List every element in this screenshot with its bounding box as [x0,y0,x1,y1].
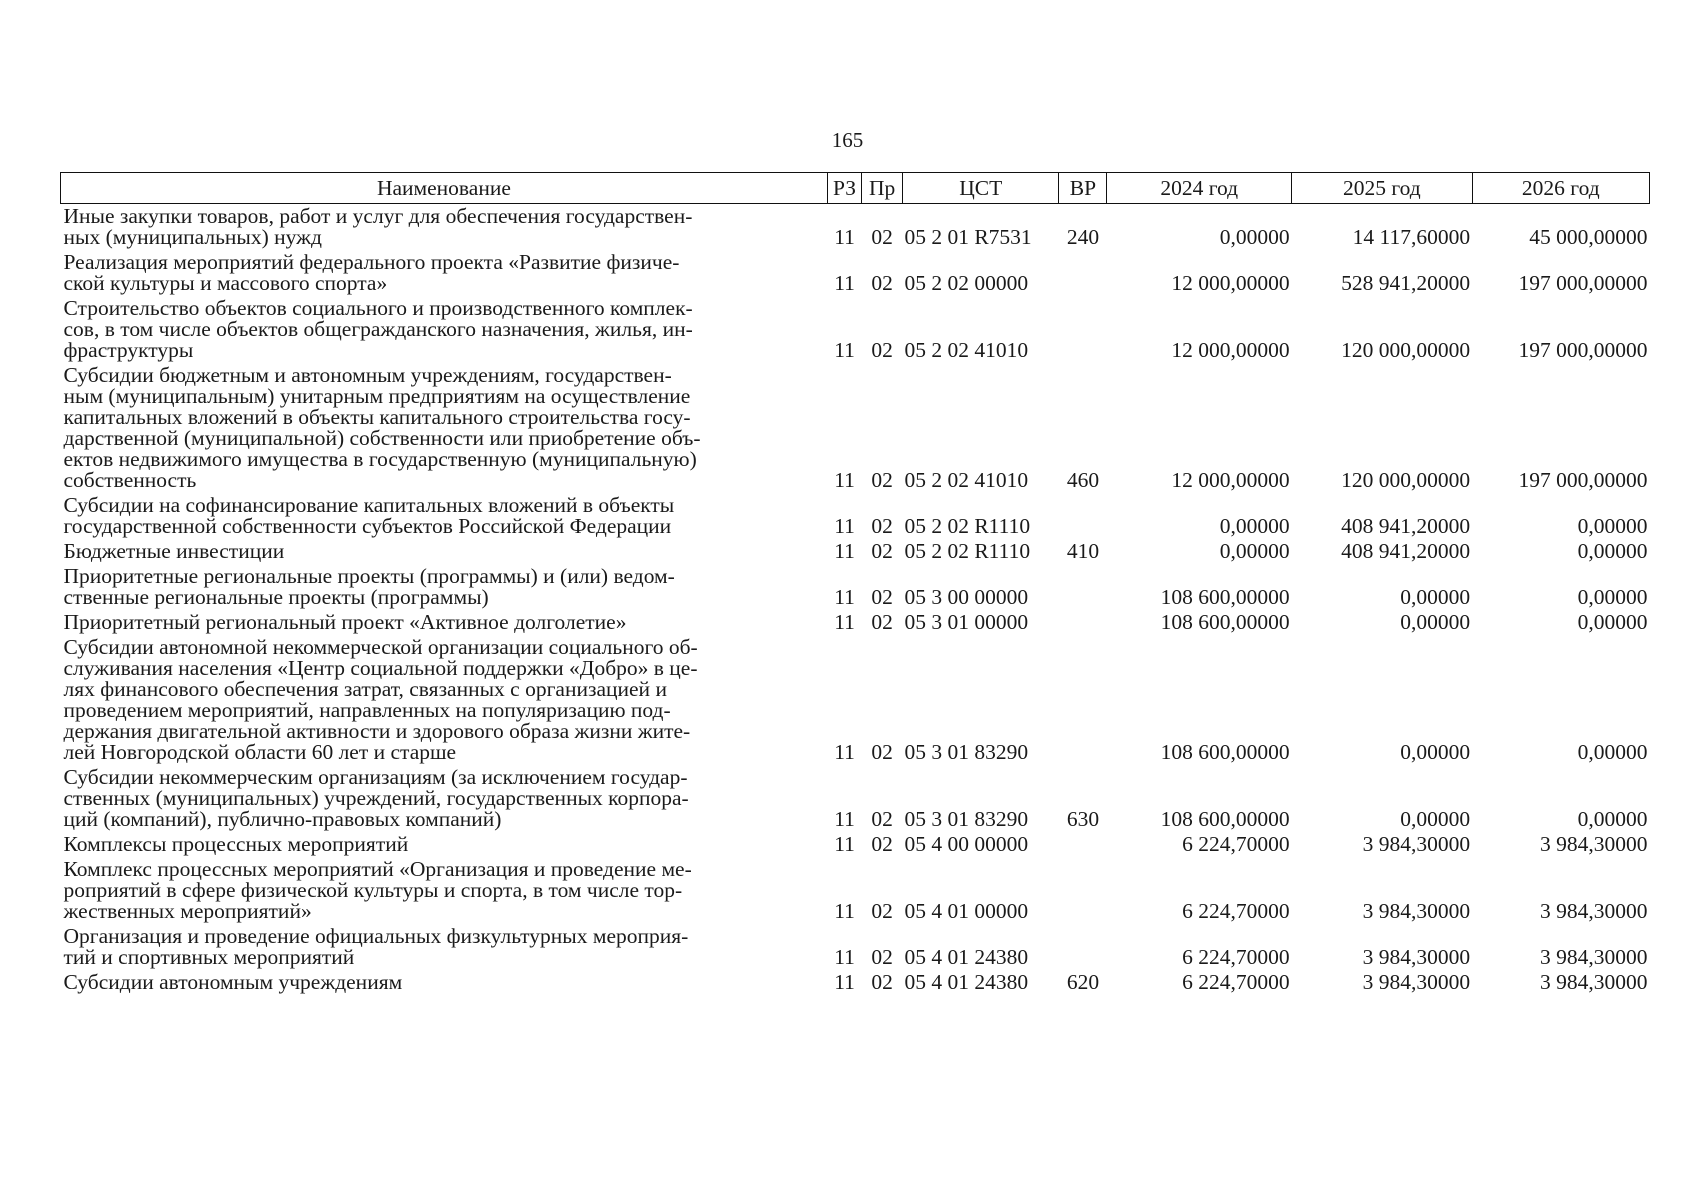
cell-vr [1059,296,1107,363]
name-line: Реализация мероприятий федерального проекта «Развитие физиче- [63,250,680,274]
cell-pr: 02 [871,539,893,563]
cell-rz: 11 [834,899,855,923]
cell-rz: 11 [834,338,855,362]
cell-rz: 11 [834,740,855,764]
name-line: жественных мероприятий» [63,899,312,923]
table-row [61,296,1650,363]
cell-2025: 408 941,20000 [1341,514,1471,538]
cell-2025: 0,00000 [1400,807,1471,831]
table-row [61,363,1650,493]
cell-2024: 0,00000 [1219,514,1290,538]
name-line: Субсидии бюджетным и автономным учреждениям, государствен- [63,363,672,387]
cell-cst: 05 4 01 00000 [904,899,1029,923]
name-line: ций (компаний), публично-правовых компаний) [63,807,502,831]
cell-vr [1059,564,1107,610]
table-row [61,970,1650,995]
cell-pr: 02 [871,945,893,969]
cell-rz: 11 [834,970,855,994]
cell-vr [1059,493,1107,539]
cell-cst: 05 3 01 00000 [904,610,1029,634]
cell-name [61,539,828,564]
cell-vr: 630 [1066,807,1100,831]
cell-vr [1059,250,1107,296]
cell-2024: 6 224,70000 [1182,899,1290,923]
cell-name [61,250,828,296]
name-line: роприятий в сфере физической культуры и спорта, в том числе тор- [63,878,683,902]
cell-2026: 3 984,30000 [1540,970,1648,994]
cell-2026: 3 984,30000 [1540,832,1648,856]
table-row [61,832,1650,857]
cell-rz: 11 [834,832,855,856]
name-line: Субсидии на софинансирование капитальных вложений в объекты [63,493,675,517]
table-row [61,857,1650,924]
header-2026: 2026 год [1472,173,1649,204]
cell-2025: 14 117,60000 [1352,225,1471,249]
cell-pr: 02 [871,832,893,856]
cell-pr: 02 [871,585,893,609]
cell-rz: 11 [834,807,855,831]
cell-2024: 108 600,00000 [1160,585,1290,609]
cell-2026: 0,00000 [1577,610,1648,634]
cell-2024: 12 000,00000 [1171,338,1290,362]
cell-2024: 0,00000 [1219,225,1290,249]
cell-name [61,970,828,995]
cell-pr: 02 [871,514,893,538]
cell-2026: 45 000,00000 [1529,225,1648,249]
header-name: Наименование [61,173,828,204]
table-row [61,610,1650,635]
cell-rz: 11 [834,468,855,492]
name-line: государственной собственности субъектов Российской Федерации [63,514,672,538]
table-row [61,924,1650,970]
name-line: Субсидии автономной некоммерческой организации социального об- [63,635,698,659]
cell-vr [1059,924,1107,970]
cell-2025: 528 941,20000 [1341,271,1471,295]
cell-pr: 02 [871,899,893,923]
cell-2026: 197 000,00000 [1518,468,1648,492]
name-line: держания двигательной активности и здорового образа жизни жите- [63,719,691,743]
cell-2025: 3 984,30000 [1362,970,1471,994]
page-number: 165 [831,128,864,152]
cell-vr [1059,635,1107,765]
cell-rz: 11 [834,539,855,563]
cell-pr: 02 [871,610,893,634]
cell-2026: 0,00000 [1577,585,1648,609]
header-row [61,173,1650,204]
cell-cst: 05 3 00 00000 [904,585,1029,609]
name-line: ской культуры и массового спорта» [63,271,388,295]
cell-vr: 460 [1066,468,1100,492]
cell-name [61,832,828,857]
name-line: фраструктуры [63,338,194,362]
table-body [61,204,1650,996]
header-vr: ВР [1059,173,1107,204]
cell-name [61,857,828,924]
cell-name [61,363,828,493]
cell-2026: 0,00000 [1577,740,1648,764]
cell-2024: 12 000,00000 [1171,468,1290,492]
name-line: Комплексы процессных мероприятий [63,832,409,856]
table-header [61,173,1650,204]
cell-pr: 02 [871,468,893,492]
name-line: капитальных вложений в объекты капитального строительства госу- [63,405,691,429]
name-line: ектов недвижимого имущества в государственную (муниципальную) [63,447,697,471]
cell-cst: 05 2 02 R1110 [904,514,1031,538]
cell-cst: 05 2 02 R1110 [904,539,1031,563]
table-row [61,765,1650,832]
name-line: Бюджетные инвестиции [63,539,285,563]
cell-2026: 3 984,30000 [1540,899,1648,923]
name-line: Приоритетные региональные проекты (программы) и (или) ведом- [63,564,675,588]
cell-pr: 02 [871,271,893,295]
cell-2025: 408 941,20000 [1341,539,1471,563]
cell-pr: 02 [871,338,893,362]
name-line: Комплекс процессных мероприятий «Организация и проведение ме- [63,857,692,881]
name-line: Субсидии некоммерческим организациям (за исключением государ- [63,765,688,789]
name-line: ственные региональные проекты (программы) [63,585,489,609]
cell-name [61,765,828,832]
name-line: дарственной (муниципальной) собственности или приобретение объ- [63,426,701,450]
header-2025: 2025 год [1292,173,1472,204]
cell-2024: 108 600,00000 [1160,740,1290,764]
table-row [61,635,1650,765]
name-line: сов, в том числе объектов общегражданского назначения, жилья, ин- [63,317,693,341]
cell-rz: 11 [834,225,855,249]
name-line: Организация и проведение официальных физкультурных мероприя- [63,924,689,948]
name-line: Строительство объектов социального и производственного комплек- [63,296,693,320]
cell-vr: 240 [1066,225,1100,249]
cell-cst: 05 2 02 41010 [904,468,1029,492]
cell-2025: 120 000,00000 [1341,468,1471,492]
header-2024: 2024 год [1107,173,1292,204]
cell-cst: 05 3 01 83290 [904,740,1029,764]
name-line: Приоритетный региональный проект «Активное долголетие» [63,610,627,634]
cell-pr: 02 [871,807,893,831]
budget-table [60,172,1650,995]
name-line: Субсидии автономным учреждениям [63,970,403,994]
cell-cst: 05 3 01 83290 [904,807,1029,831]
cell-name [61,204,828,251]
cell-2026: 0,00000 [1577,807,1648,831]
name-line: ных (муниципальных) нужд [63,225,322,249]
cell-pr: 02 [871,225,893,249]
cell-name [61,564,828,610]
cell-2025: 0,00000 [1400,740,1471,764]
name-line: Иные закупки товаров, работ и услуг для обеспечения государствен- [63,204,693,228]
cell-rz: 11 [834,271,855,295]
table-row [61,204,1650,251]
cell-2024: 12 000,00000 [1171,271,1290,295]
table-row [61,493,1650,539]
cell-cst: 05 2 02 41010 [904,338,1029,362]
cell-vr: 620 [1066,970,1100,994]
cell-vr [1059,610,1107,635]
cell-cst: 05 2 02 00000 [904,271,1029,295]
cell-pr: 02 [871,740,893,764]
cell-2026: 0,00000 [1577,514,1648,538]
name-line: ным (муниципальным) унитарным предприятиям на осуществление [63,384,691,408]
cell-2025: 3 984,30000 [1362,899,1471,923]
name-line: лей Новгородской области 60 лет и старше [63,740,457,764]
cell-name [61,296,828,363]
cell-cst: 05 4 00 00000 [904,832,1029,856]
cell-vr: 410 [1066,539,1100,563]
cell-name [61,635,828,765]
name-line: тий и спортивных мероприятий [63,945,355,969]
table-row [61,564,1650,610]
cell-name [61,610,828,635]
header-pr: Пр [862,173,903,204]
header-cst: ЦСТ [902,173,1059,204]
header-rz: РЗ [827,173,861,204]
cell-cst: 05 4 01 24380 [904,970,1029,994]
cell-2026: 197 000,00000 [1518,271,1648,295]
name-line: собственность [63,468,197,492]
cell-2024: 6 224,70000 [1182,945,1290,969]
cell-2025: 0,00000 [1400,585,1471,609]
cell-rz: 11 [834,610,855,634]
table-row [61,250,1650,296]
cell-rz: 11 [834,514,855,538]
cell-cst: 05 2 01 R7531 [904,225,1032,249]
cell-2026: 197 000,00000 [1518,338,1648,362]
cell-name [61,493,828,539]
table-row [61,539,1650,564]
cell-cst: 05 4 01 24380 [904,945,1029,969]
cell-rz: 11 [834,945,855,969]
cell-2025: 120 000,00000 [1341,338,1471,362]
cell-vr [1059,857,1107,924]
name-line: проведением мероприятий, направленных на популяризацию под- [63,698,671,722]
cell-pr: 02 [871,970,893,994]
cell-vr [1059,832,1107,857]
cell-2024: 108 600,00000 [1160,610,1290,634]
cell-2025: 0,00000 [1400,610,1471,634]
cell-2026: 0,00000 [1577,539,1648,563]
cell-2024: 0,00000 [1219,539,1290,563]
cell-2024: 108 600,00000 [1160,807,1290,831]
name-line: ственных (муниципальных) учреждений, государственных корпора- [63,786,689,810]
cell-2025: 3 984,30000 [1362,832,1471,856]
cell-name [61,924,828,970]
cell-2024: 6 224,70000 [1182,970,1290,994]
cell-2025: 3 984,30000 [1362,945,1471,969]
cell-2026: 3 984,30000 [1540,945,1648,969]
cell-rz: 11 [834,585,855,609]
name-line: служивания населения «Центр социальной поддержки «Добро» в це- [63,656,698,680]
cell-2024: 6 224,70000 [1182,832,1290,856]
name-line: лях финансового обеспечения затрат, связанных с организацией и [63,677,667,701]
